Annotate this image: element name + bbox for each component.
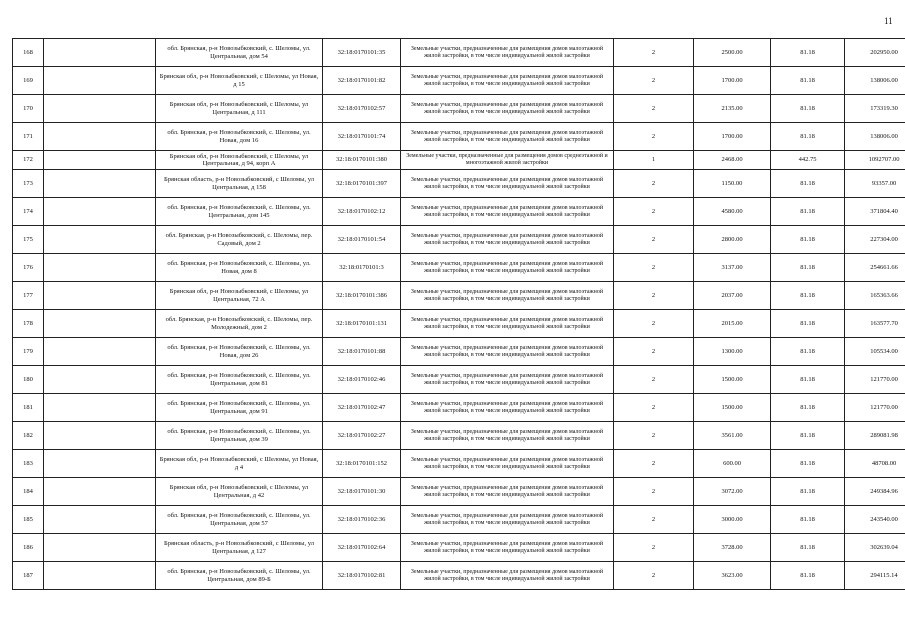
address-cell: обл. Брянская, р-н Новозыбковский, с. Шеломы, ул. Центральная, дом 89-Б <box>156 562 323 590</box>
address-cell: обл. Брянская, р-н Новозыбковский, с. Шеломы, ул. Новая, дом 8 <box>156 254 323 282</box>
area-cell: 2015.00 <box>694 310 771 338</box>
cadastral-value-cell: 105534.00 <box>845 338 905 366</box>
group-cell: 2 <box>614 338 694 366</box>
cadastral-value-cell: 227304.00 <box>845 226 905 254</box>
cadastral-number-cell: 32:18:0170101:152 <box>323 450 401 478</box>
blank-cell <box>44 310 156 338</box>
row-number-cell: 187 <box>13 562 44 590</box>
specific-value-cell: 81.18 <box>771 478 845 506</box>
cadastral-number-cell: 32:18:0170102:27 <box>323 422 401 450</box>
land-use-cell: Земельные участки, предназначенные для размещения домов малоэтажной жилой застройки, в том числе индивидуальной жилой застройки <box>401 450 614 478</box>
blank-cell <box>44 478 156 506</box>
area-cell: 1500.00 <box>694 394 771 422</box>
table-row <box>13 95 905 123</box>
address-cell: обл. Брянская, р-н Новозыбковский, с. Шеломы, ул. Центральная, дом 39 <box>156 422 323 450</box>
cadastral-value-cell: 163577.70 <box>845 310 905 338</box>
specific-value-cell: 81.18 <box>771 506 845 534</box>
blank-cell <box>44 170 156 198</box>
row-number-cell: 171 <box>13 123 44 151</box>
land-use-cell: Земельные участки, предназначенные для размещения домов малоэтажной жилой застройки, в том числе индивидуальной жилой застройки <box>401 478 614 506</box>
cadastral-number-cell: 32:18:0170101:35 <box>323 39 401 67</box>
cadastral-value-cell: 165363.66 <box>845 282 905 310</box>
group-cell: 2 <box>614 478 694 506</box>
table-row <box>13 39 905 67</box>
table-row <box>13 170 905 198</box>
group-cell: 2 <box>614 562 694 590</box>
group-cell: 2 <box>614 123 694 151</box>
blank-cell <box>44 338 156 366</box>
blank-cell <box>44 123 156 151</box>
specific-value-cell: 81.18 <box>771 394 845 422</box>
table-row <box>13 198 905 226</box>
cadastral-number-cell: 32:18:0170101:3 <box>323 254 401 282</box>
table-row <box>13 478 905 506</box>
table-row <box>13 310 905 338</box>
blank-cell <box>44 226 156 254</box>
specific-value-cell: 81.18 <box>771 366 845 394</box>
specific-value-cell: 81.18 <box>771 170 845 198</box>
cadastral-value-cell: 243540.00 <box>845 506 905 534</box>
blank-cell <box>44 282 156 310</box>
row-number-cell: 177 <box>13 282 44 310</box>
area-cell: 3072.00 <box>694 478 771 506</box>
land-use-cell: Земельные участки, предназначенные для размещения домов малоэтажной жилой застройки, в том числе индивидуальной жилой застройки <box>401 198 614 226</box>
specific-value-cell: 81.18 <box>771 226 845 254</box>
group-cell: 2 <box>614 198 694 226</box>
group-cell: 2 <box>614 394 694 422</box>
land-use-cell: Земельные участки, предназначенные для размещения домов малоэтажной жилой застройки, в том числе индивидуальной жилой застройки <box>401 170 614 198</box>
address-cell: Брянская область, р-н Новозыбковский, с Шеломы, ул Центральная, д 158 <box>156 170 323 198</box>
cadastral-number-cell: 32:18:0170101:386 <box>323 282 401 310</box>
area-cell: 1700.00 <box>694 123 771 151</box>
land-use-cell: Земельные участки, предназначенные для размещения домов малоэтажной жилой застройки, в том числе индивидуальной жилой застройки <box>401 366 614 394</box>
cadastral-value-cell: 202950.00 <box>845 39 905 67</box>
group-cell: 2 <box>614 254 694 282</box>
blank-cell <box>44 151 156 170</box>
cadastral-number-cell: 32:18:0170101:380 <box>323 151 401 170</box>
area-cell: 2468.00 <box>694 151 771 170</box>
group-cell: 2 <box>614 39 694 67</box>
cadastral-value-cell: 173319.30 <box>845 95 905 123</box>
address-cell: Брянская область, р-н Новозыбковский, с Шеломы, ул Центральная, д 127 <box>156 534 323 562</box>
group-cell: 2 <box>614 422 694 450</box>
address-cell: обл. Брянская, р-н Новозыбковский, с. Шеломы, ул. Новая, дом 26 <box>156 338 323 366</box>
area-cell: 3000.00 <box>694 506 771 534</box>
cadastral-number-cell: 32:18:0170102:57 <box>323 95 401 123</box>
cadastral-value-cell: 1092707.00 <box>845 151 905 170</box>
table-row <box>13 151 905 170</box>
table-row <box>13 254 905 282</box>
specific-value-cell: 81.18 <box>771 95 845 123</box>
area-cell: 3728.00 <box>694 534 771 562</box>
area-cell: 1300.00 <box>694 338 771 366</box>
area-cell: 1700.00 <box>694 67 771 95</box>
address-cell: Брянская обл, р-н Новозыбковский, с Шеломы, ул Центральная, 72 А <box>156 282 323 310</box>
group-cell: 2 <box>614 310 694 338</box>
blank-cell <box>44 534 156 562</box>
specific-value-cell: 81.18 <box>771 450 845 478</box>
group-cell: 2 <box>614 95 694 123</box>
cadastral-number-cell: 32:18:0170101:74 <box>323 123 401 151</box>
table-row <box>13 67 905 95</box>
land-use-cell: Земельные участки, предназначенные для размещения домов малоэтажной жилой застройки, в том числе индивидуальной жилой застройки <box>401 254 614 282</box>
address-cell: Брянская обл, р-н Новозыбковский, с Шеломы, ул Центральная, д 111 <box>156 95 323 123</box>
group-cell: 2 <box>614 67 694 95</box>
specific-value-cell: 81.18 <box>771 562 845 590</box>
land-use-cell: Земельные участки, предназначенные для размещения домов малоэтажной жилой застройки, в том числе индивидуальной жилой застройки <box>401 310 614 338</box>
address-cell: обл. Брянская, р-н Новозыбковский, с. Шеломы, ул. Центральная, дом 145 <box>156 198 323 226</box>
blank-cell <box>44 366 156 394</box>
address-cell: обл. Брянская, р-н Новозыбковский, с. Шеломы, пер. Садовый, дом 2 <box>156 226 323 254</box>
blank-cell <box>44 39 156 67</box>
cadastral-number-cell: 32:18:0170101:131 <box>323 310 401 338</box>
area-cell: 2037.00 <box>694 282 771 310</box>
land-use-cell: Земельные участки, предназначенные для размещения домов малоэтажной жилой застройки, в том числе индивидуальной жилой застройки <box>401 562 614 590</box>
cadastral-value-cell: 294115.14 <box>845 562 905 590</box>
specific-value-cell: 81.18 <box>771 422 845 450</box>
group-cell: 2 <box>614 170 694 198</box>
land-use-cell: Земельные участки, предназначенные для размещения домов малоэтажной жилой застройки, в том числе индивидуальной жилой застройки <box>401 67 614 95</box>
group-cell: 2 <box>614 282 694 310</box>
address-cell: Брянская обл, р-н Новозыбковский, с Шеломы, ул Центральная, д 42 <box>156 478 323 506</box>
cadastral-number-cell: 32:18:0170101:30 <box>323 478 401 506</box>
specific-value-cell: 81.18 <box>771 310 845 338</box>
cadastral-value-cell: 138006.00 <box>845 67 905 95</box>
land-use-cell: Земельные участки, предназначенные для размещения домов малоэтажной жилой застройки, в том числе индивидуальной жилой застройки <box>401 95 614 123</box>
address-cell: Брянская обл, р-н Новозыбковский, с Шеломы, ул Новая, д 15 <box>156 67 323 95</box>
address-cell: обл. Брянская, р-н Новозыбковский, с. Шеломы, ул. Центральная, дом 54 <box>156 39 323 67</box>
row-number-cell: 174 <box>13 198 44 226</box>
area-cell: 3561.00 <box>694 422 771 450</box>
group-cell: 2 <box>614 534 694 562</box>
table-body <box>13 39 905 590</box>
area-cell: 2800.00 <box>694 226 771 254</box>
table-row <box>13 394 905 422</box>
table-row <box>13 562 905 590</box>
row-number-cell: 178 <box>13 310 44 338</box>
row-number-cell: 183 <box>13 450 44 478</box>
table-row <box>13 422 905 450</box>
specific-value-cell: 81.18 <box>771 39 845 67</box>
cadastral-value-cell: 138006.00 <box>845 123 905 151</box>
address-cell: Брянская обл, р-н Новозыбковский, с Шеломы, ул Центральная, д 94, корп А <box>156 151 323 170</box>
cadastral-number-cell: 32:18:0170102:36 <box>323 506 401 534</box>
blank-cell <box>44 562 156 590</box>
table-row <box>13 226 905 254</box>
area-cell: 4580.00 <box>694 198 771 226</box>
table-row <box>13 282 905 310</box>
specific-value-cell: 81.18 <box>771 338 845 366</box>
blank-cell <box>44 67 156 95</box>
cadastral-value-cell: 371804.40 <box>845 198 905 226</box>
blank-cell <box>44 450 156 478</box>
specific-value-cell: 81.18 <box>771 123 845 151</box>
land-use-cell: Земельные участки, предназначенные для размещения домов малоэтажной жилой застройки, в том числе индивидуальной жилой застройки <box>401 534 614 562</box>
cadastral-value-cell: 121770.00 <box>845 366 905 394</box>
cadastral-number-cell: 32:18:0170101:397 <box>323 170 401 198</box>
row-number-cell: 185 <box>13 506 44 534</box>
row-number-cell: 180 <box>13 366 44 394</box>
row-number-cell: 170 <box>13 95 44 123</box>
specific-value-cell: 81.18 <box>771 254 845 282</box>
address-cell: обл. Брянская, р-н Новозыбковский, с. Шеломы, пер. Молодежный, дом 2 <box>156 310 323 338</box>
cadastral-value-cell: 302639.04 <box>845 534 905 562</box>
row-number-cell: 181 <box>13 394 44 422</box>
group-cell: 2 <box>614 366 694 394</box>
land-use-cell: Земельные участки, предназначенные для размещения домов малоэтажной жилой застройки, в том числе индивидуальной жилой застройки <box>401 506 614 534</box>
cadastral-number-cell: 32:18:0170102:12 <box>323 198 401 226</box>
cadastral-number-cell: 32:18:0170101:88 <box>323 338 401 366</box>
row-number-cell: 175 <box>13 226 44 254</box>
area-cell: 600.00 <box>694 450 771 478</box>
area-cell: 1500.00 <box>694 366 771 394</box>
cadastral-value-cell: 93357.00 <box>845 170 905 198</box>
land-use-cell: Земельные участки, предназначенные для размещения домов малоэтажной жилой застройки, в том числе индивидуальной жилой застройки <box>401 123 614 151</box>
row-number-cell: 173 <box>13 170 44 198</box>
land-use-cell: Земельные участки, предназначенные для размещения домов малоэтажной жилой застройки, в том числе индивидуальной жилой застройки <box>401 338 614 366</box>
area-cell: 3137.00 <box>694 254 771 282</box>
land-use-cell: Земельные участки, предназначенные для размещения домов малоэтажной жилой застройки, в том числе индивидуальной жилой застройки <box>401 39 614 67</box>
area-cell: 3623.00 <box>694 562 771 590</box>
address-cell: обл. Брянская, р-н Новозыбковский, с. Шеломы, ул. Центральная, дом 57 <box>156 506 323 534</box>
blank-cell <box>44 254 156 282</box>
land-use-cell: Земельные участки, предназначенные для размещения домов малоэтажной жилой застройки, в том числе индивидуальной жилой застройки <box>401 282 614 310</box>
cadastral-value-cell: 289081.98 <box>845 422 905 450</box>
row-number-cell: 184 <box>13 478 44 506</box>
row-number-cell: 186 <box>13 534 44 562</box>
specific-value-cell: 81.18 <box>771 534 845 562</box>
cadastral-value-cell: 254661.66 <box>845 254 905 282</box>
table-row <box>13 450 905 478</box>
table-row <box>13 366 905 394</box>
cadastral-value-cell: 121770.00 <box>845 394 905 422</box>
cadastral-value-cell: 249384.96 <box>845 478 905 506</box>
group-cell: 2 <box>614 450 694 478</box>
address-cell: обл. Брянская, р-н Новозыбковский, с. Шеломы, ул. Центральная, дом 91 <box>156 394 323 422</box>
row-number-cell: 182 <box>13 422 44 450</box>
address-cell: обл. Брянская, р-н Новозыбковский, с. Шеломы, ул. Центральная, дом 81 <box>156 366 323 394</box>
cadastral-number-cell: 32:18:0170101:82 <box>323 67 401 95</box>
row-number-cell: 179 <box>13 338 44 366</box>
specific-value-cell: 442.75 <box>771 151 845 170</box>
group-cell: 2 <box>614 506 694 534</box>
cadastral-number-cell: 32:18:0170102:64 <box>323 534 401 562</box>
land-parcels-table <box>12 38 905 590</box>
table-row <box>13 123 905 151</box>
row-number-cell: 168 <box>13 39 44 67</box>
page-number: 11 <box>884 16 893 26</box>
specific-value-cell: 81.18 <box>771 198 845 226</box>
area-cell: 2135.00 <box>694 95 771 123</box>
land-use-cell: Земельные участки, предназначенные для размещения домов малоэтажной жилой застройки, в том числе индивидуальной жилой застройки <box>401 394 614 422</box>
cadastral-number-cell: 32:18:0170102:81 <box>323 562 401 590</box>
table-row <box>13 338 905 366</box>
address-cell: Брянская обл, р-н Новозыбковский, с Шеломы, ул Новая, д 4 <box>156 450 323 478</box>
table-row <box>13 506 905 534</box>
blank-cell <box>44 198 156 226</box>
area-cell: 1150.00 <box>694 170 771 198</box>
land-use-cell: Земельные участки, предназначенные для размещения домов малоэтажной жилой застройки, в том числе индивидуальной жилой застройки <box>401 422 614 450</box>
blank-cell <box>44 394 156 422</box>
table-row <box>13 534 905 562</box>
area-cell: 2500.00 <box>694 39 771 67</box>
land-use-cell: Земельные участки, предназначенные для размещения домов малоэтажной жилой застройки, в том числе индивидуальной жилой застройки <box>401 226 614 254</box>
row-number-cell: 172 <box>13 151 44 170</box>
blank-cell <box>44 506 156 534</box>
cadastral-value-cell: 48708.00 <box>845 450 905 478</box>
land-use-cell: Земельные участки, предназначенные для размещения домов среднеэтажной и многоэтажной жилой застройки <box>401 151 614 170</box>
group-cell: 2 <box>614 226 694 254</box>
cadastral-number-cell: 32:18:0170102:46 <box>323 366 401 394</box>
row-number-cell: 176 <box>13 254 44 282</box>
address-cell: обл. Брянская, р-н Новозыбковский, с. Шеломы, ул. Новая, дом 16 <box>156 123 323 151</box>
specific-value-cell: 81.18 <box>771 282 845 310</box>
blank-cell <box>44 422 156 450</box>
blank-cell <box>44 95 156 123</box>
cadastral-number-cell: 32:18:0170102:47 <box>323 394 401 422</box>
specific-value-cell: 81.18 <box>771 67 845 95</box>
row-number-cell: 169 <box>13 67 44 95</box>
group-cell: 1 <box>614 151 694 170</box>
cadastral-number-cell: 32:18:0170101:54 <box>323 226 401 254</box>
